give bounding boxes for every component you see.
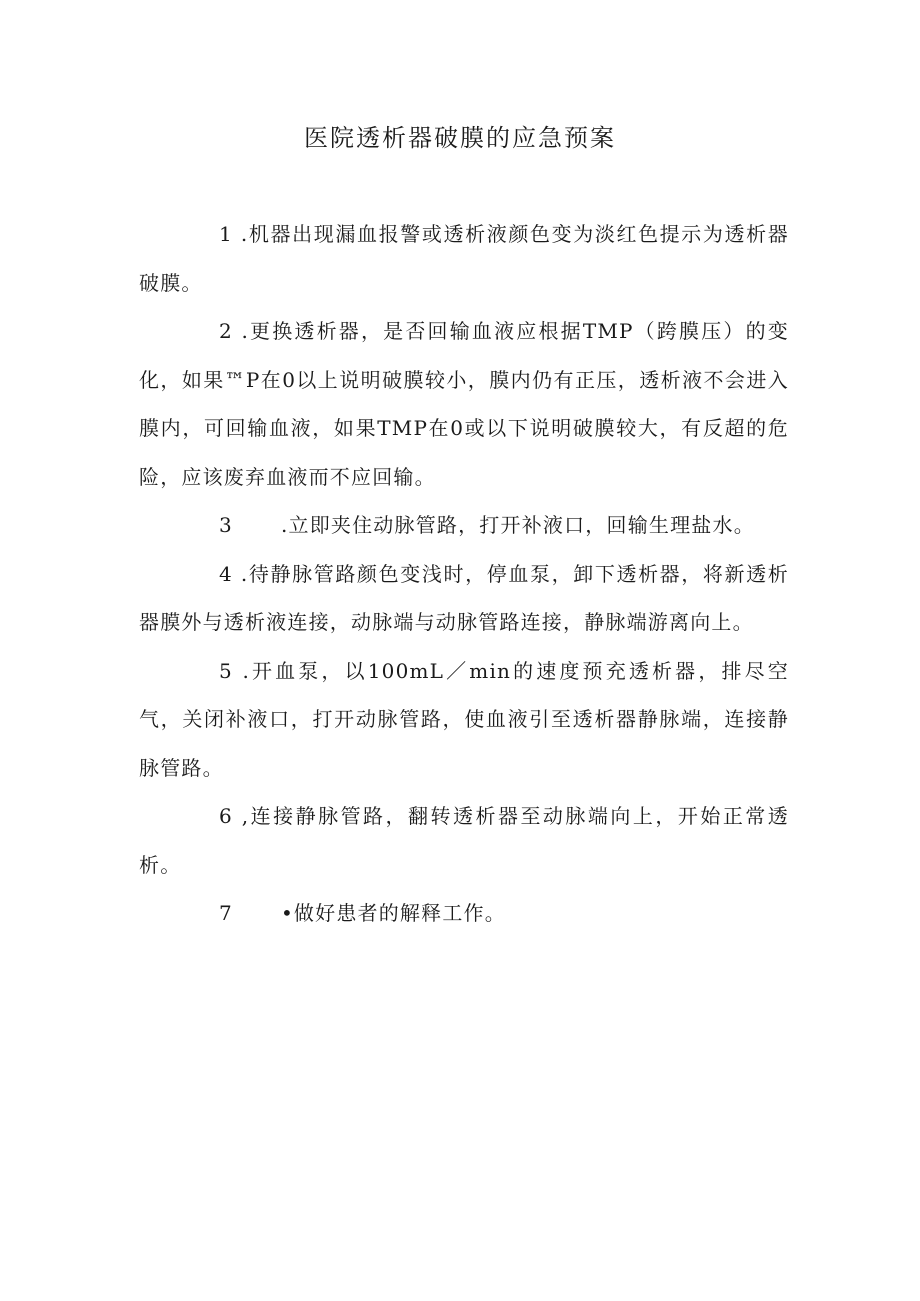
paragraph-3 xyxy=(139,501,789,550)
document-title: 医院透析器破膜的应急预案 xyxy=(304,124,616,152)
paragraph-text: ,连接静脉管路，翻转透析器至动脉端向上，开始正常透析。 xyxy=(139,804,789,877)
paragraph-text: .立即夹住动脉管路，打开补液口，回输生理盐水。 xyxy=(280,513,755,537)
paragraph-text: .待静脉管路颜色变浅时，停血泵，卸下透析器，将新透析器膜外与透析液连接，动脉端与动脉管路连接，静脉端游离向上。 xyxy=(139,561,789,634)
paragraph-number: 3 xyxy=(219,513,233,537)
paragraph-7 xyxy=(139,889,789,938)
paragraph-number: 4 xyxy=(219,561,233,586)
paragraph-4 xyxy=(139,550,789,647)
paragraph-6 xyxy=(139,792,789,889)
paragraph-number: 1 xyxy=(219,222,233,246)
paragraph-text: .开血泵，以100mL／min的速度预充透析器，排尽空气，关闭补液口，打开动脉管路，使血液引至透析器静脉端，连接静脉管路。 xyxy=(139,658,789,780)
paragraph-number: 2 xyxy=(219,319,233,343)
paragraph-text: .更换透析器，是否回输血液应根据TMP（跨膜压）的变化，如果™P在0以上说明破膜较小，膜内仍有正压，透析液不会进入膜内，可回输血液，如果TMP在0或以下说明破膜较大，有反超的危险，应该废弃血液而不应回输。 xyxy=(139,319,789,489)
paragraph-number: 7 xyxy=(219,901,233,925)
paragraph-text: .机器出现漏血报警或透析液颜色变为淡红色提示为透析器破膜。 xyxy=(139,222,789,295)
paragraph-number: 5 xyxy=(219,658,233,683)
paragraph-1 xyxy=(139,210,789,307)
paragraph-5 xyxy=(139,647,789,793)
document-body xyxy=(139,210,789,938)
paragraph-number: 6 xyxy=(219,804,233,828)
paragraph-text: •做好患者的解释工作。 xyxy=(280,901,506,925)
paragraph-2 xyxy=(139,307,789,501)
